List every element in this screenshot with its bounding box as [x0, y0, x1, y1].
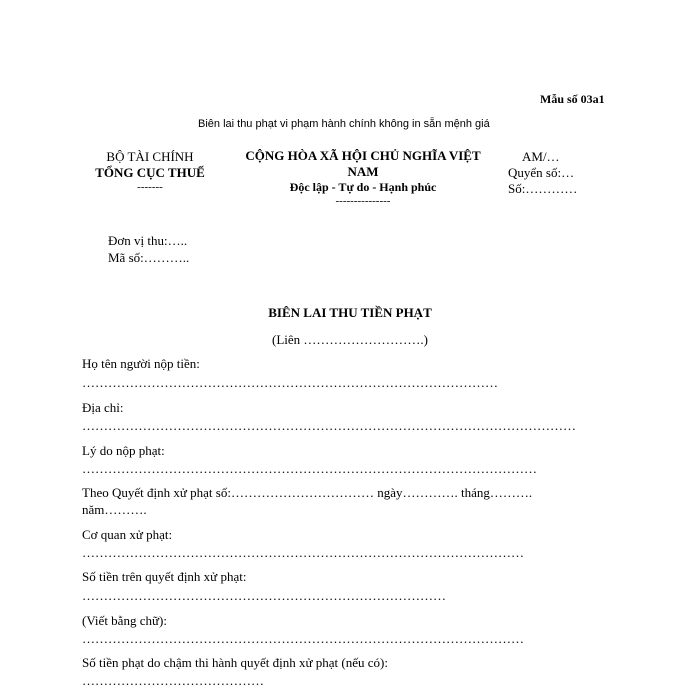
agency-dots: ………………………………………………………………………………………… [82, 545, 524, 560]
address-label: Địa chỉ: [82, 400, 124, 415]
amount-words-dots: ………………………………………………………………………………………… [82, 631, 524, 646]
late-fee-label: Số tiền phạt do chậm thi hành quyết định xử phạt (nếu có): [82, 655, 388, 670]
center-header-divider: --------------- [335, 195, 391, 207]
reason-label: Lý do nộp phạt: [82, 443, 165, 458]
payer-label: Họ tên người nộp tiền: [82, 356, 200, 371]
amount-words-label: (Viết bằng chữ): [82, 613, 167, 628]
payer-dots: …………………………………………………………………………………… [82, 375, 498, 390]
receipt-number: Số:………… [508, 181, 578, 196]
series-code: AM/… [522, 149, 560, 164]
address-dots: …………………………………………………………………………………………………… [82, 418, 576, 433]
subtitle: Biên lai thu phạt vi phạm hành chính không in sẵn mệnh giá [198, 118, 490, 130]
motto: Độc lập - Tự do - Hạnh phúc [289, 180, 437, 194]
collecting-unit: Đơn vị thu:….. [108, 233, 188, 248]
center-header [235, 148, 491, 207]
amount-label: Số tiền trên quyết định xử phạt: [82, 569, 247, 584]
late-fee-dots: …………………………………… [82, 673, 264, 688]
department-name: TỔNG CỤC THUẾ [95, 165, 205, 180]
decision-year: năm………. [82, 502, 147, 517]
unit-info [108, 232, 189, 266]
country-name-line2: NAM [347, 164, 379, 179]
country-name-line1: CỘNG HÒA XÃ HỘI CHỦ NGHĨA VIỆT [245, 148, 481, 163]
receipt-copy: (Liên ……………………….) [272, 332, 428, 347]
decision-line: Theo Quyết định xử phạt số:…………………………… ngày…………. tháng………. [82, 485, 533, 500]
right-header [508, 149, 577, 197]
book-number: Quyển số:… [508, 165, 575, 180]
unit-code: Mã số:……….. [108, 250, 190, 265]
receipt-title: BIÊN LAI THU TIỀN PHẠT [268, 305, 432, 320]
ministry-name: BỘ TÀI CHÍNH [106, 149, 194, 164]
reason-dots: …………………………………………………………………………………………… [82, 461, 537, 476]
amount-dots: ………………………………………………………………………… [82, 588, 446, 603]
form-code: Mẫu số 03a1 [540, 92, 605, 106]
left-header-divider: ------- [137, 181, 163, 193]
agency-label: Cơ quan xử phạt: [82, 527, 173, 542]
left-header [80, 149, 220, 193]
